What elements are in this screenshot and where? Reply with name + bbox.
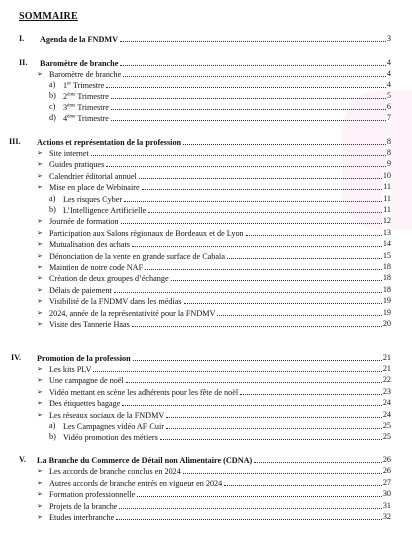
toc-section-1[interactable] [0, 33, 412, 45]
item-label: Vidéo promotion des métiers [63, 433, 158, 443]
item-label: 3ème Trimestre [63, 103, 109, 112]
toc-item[interactable] [0, 318, 412, 330]
arrow-bullet-icon: ➢ [37, 251, 43, 260]
dot-leader [227, 250, 388, 259]
dot-leader [224, 477, 388, 486]
dot-leader [120, 57, 388, 66]
subitem-letter: b) [49, 91, 56, 100]
item-label: Mise en place de Webinaire [49, 183, 140, 193]
dot-leader [119, 500, 388, 509]
item-label: Journée de formation [49, 217, 119, 227]
item-label: Création de deux groupes d’échange [49, 274, 169, 284]
page-number: 21 [382, 364, 391, 373]
dot-leader [111, 112, 388, 121]
arrow-bullet-icon: ➢ [37, 410, 43, 419]
item-label: Visite des Tannerie Haas [49, 320, 130, 329]
toc-item[interactable] [0, 181, 412, 193]
arrow-bullet-icon: ➢ [37, 478, 43, 487]
item-label: 4ème Trimestre [63, 114, 109, 123]
subitem-letter: d) [49, 113, 56, 122]
dot-leader [132, 238, 388, 247]
arrow-bullet-icon: ➢ [37, 365, 43, 373]
subitem-letter: a) [49, 80, 56, 89]
page-number: 24 [382, 409, 391, 419]
page-number: 27 [382, 477, 391, 487]
dot-leader [254, 454, 388, 463]
page-number: 23 [382, 386, 391, 396]
dot-leader [120, 33, 388, 42]
toc-item[interactable] [0, 511, 412, 523]
dot-leader [91, 147, 388, 156]
item-label: Participation aux Salons régionaux de Bordeaux et de Lyon [49, 228, 244, 238]
dot-leader [93, 363, 388, 372]
page-number: 11 [383, 193, 391, 203]
item-label: Calendrier éditorial annuel [49, 171, 137, 181]
toc-item[interactable] [0, 488, 412, 500]
toc-item[interactable] [0, 465, 412, 477]
dot-leader [133, 352, 388, 361]
section-number: V. [19, 455, 26, 464]
item-label: 2ème Trimestre [63, 92, 109, 101]
toc-item[interactable] [0, 500, 412, 512]
arrow-bullet-icon: ➢ [37, 274, 43, 283]
item-label: Maintien de notre code NAF [49, 263, 144, 272]
item-label: Vidéo mettant en scène les adhérents pour les fête de noël [49, 387, 239, 397]
dot-leader [183, 136, 388, 145]
item-label: 2024, année de la représentativité pour la FNDMV [49, 308, 216, 318]
dot-leader [217, 307, 388, 316]
arrow-bullet-icon: ➢ [37, 228, 43, 237]
page-number: 4 [386, 80, 391, 89]
toc-item[interactable] [0, 215, 412, 227]
toc-subitem[interactable] [0, 204, 412, 216]
arrow-bullet-icon: ➢ [37, 263, 43, 271]
arrow-bullet-icon: ➢ [37, 467, 43, 475]
dot-leader [166, 409, 388, 418]
dot-leader [166, 420, 388, 429]
page-number: 26 [382, 466, 391, 475]
page-number: 15 [382, 250, 391, 260]
item-label: Mutualisation des achats [49, 240, 130, 250]
item-label: 1er Trimestre [63, 81, 105, 90]
dot-leader [139, 170, 388, 179]
page-number: 11 [383, 182, 391, 192]
item-label: L’Intelligence Artificielle [63, 206, 147, 215]
dot-leader [183, 465, 388, 474]
toc-item[interactable] [0, 477, 412, 489]
toc-item[interactable] [0, 363, 412, 375]
arrow-bullet-icon: ➢ [37, 513, 43, 522]
arrow-bullet-icon: ➢ [37, 240, 43, 249]
page-number: 30 [382, 489, 391, 499]
toc-item[interactable] [0, 386, 412, 398]
arrow-bullet-icon: ➢ [37, 501, 43, 510]
dot-leader [148, 204, 388, 213]
item-label: Autres accords de branche entrés en vigueur en 2024 [49, 478, 223, 488]
toc-item[interactable] [0, 397, 412, 409]
arrow-bullet-icon: ➢ [37, 70, 43, 78]
arrow-bullet-icon: ➢ [37, 376, 43, 385]
item-label: Une campagne de noël [49, 376, 124, 386]
item-label: Baromètre de branche [49, 70, 122, 79]
toc-item[interactable] [0, 261, 412, 273]
toc-item[interactable] [0, 284, 412, 296]
item-label: Les risques Cyber [63, 194, 123, 204]
dot-leader [122, 397, 388, 406]
toc-subitem[interactable] [0, 193, 412, 205]
arrow-bullet-icon: ➢ [37, 171, 43, 180]
page-number: 8 [386, 148, 391, 157]
arrow-bullet-icon: ➢ [37, 183, 43, 192]
toc-item[interactable] [0, 409, 412, 421]
item-label: Les Campagnes vidéo AF Cuir [63, 422, 164, 431]
page-number: 14 [382, 239, 391, 249]
subitem-letter: b) [49, 432, 56, 442]
toc-item[interactable] [0, 295, 412, 307]
page-number: 8 [386, 137, 391, 146]
arrow-bullet-icon: ➢ [37, 285, 43, 294]
section-label: Agenda de la FNDMV [40, 35, 119, 44]
page-number: 6 [386, 102, 391, 111]
toc-item[interactable] [0, 170, 412, 182]
section-label: Baromètre de branche [40, 59, 119, 68]
page-number: 18 [382, 284, 391, 294]
item-label: Les kits PLV [49, 365, 92, 374]
dot-leader [132, 318, 388, 327]
subitem-letter: a) [49, 421, 56, 430]
arrow-bullet-icon: ➢ [37, 217, 43, 226]
item-label: Dénonciation de la vente en grande surface de Cabaïa [49, 251, 225, 261]
dot-leader [126, 374, 388, 383]
section-number: I. [19, 34, 25, 43]
page-number: 26 [382, 455, 391, 464]
page-number: 9 [386, 159, 391, 169]
item-label: Délais de paiement [49, 285, 112, 295]
page-number: 4 [386, 58, 391, 67]
toc-item[interactable] [0, 307, 412, 319]
section-number: II. [19, 58, 28, 67]
page-number: 19 [382, 307, 391, 317]
subitem-letter: b) [49, 205, 56, 214]
item-label: Formation professionnelle [49, 490, 136, 500]
page-number: 4 [386, 69, 391, 78]
toc-subitem[interactable] [0, 420, 412, 432]
page-number: 18 [382, 262, 391, 271]
page-number: 24 [382, 398, 391, 408]
dot-leader [171, 272, 388, 281]
toc-item[interactable] [0, 147, 412, 159]
page-number: 10 [382, 170, 391, 180]
page-number: 5 [386, 91, 391, 100]
dot-leader [240, 386, 388, 395]
item-label: Des étiquettes bagage [49, 399, 121, 409]
toc-item[interactable] [0, 227, 412, 239]
item-label: Etudes interbranche [49, 513, 115, 523]
subitem-letter: c) [49, 102, 56, 111]
page-number: 12 [382, 216, 391, 226]
dot-leader [123, 68, 388, 77]
section-label: Actions et représentation de la profession [37, 138, 182, 147]
page-number: 32 [382, 512, 391, 522]
item-label: Site internet [49, 149, 89, 158]
dot-leader [106, 158, 388, 167]
dot-leader [111, 101, 388, 110]
item-label: Projets de la branche [49, 501, 118, 511]
toc-item[interactable] [0, 374, 412, 386]
dot-leader [114, 284, 388, 293]
item-label: Les accords de branche conclus en 2024 [49, 467, 181, 476]
toc-subitem[interactable] [0, 112, 412, 124]
page-number: 13 [382, 227, 391, 237]
dot-leader [106, 79, 388, 88]
dot-leader [111, 90, 388, 99]
dot-leader [142, 181, 388, 190]
page-number: 21 [382, 353, 391, 362]
toc-item[interactable] [0, 158, 412, 170]
item-label: Guides pratiques [49, 160, 105, 170]
page-number: 11 [383, 205, 391, 214]
arrow-bullet-icon: ➢ [37, 320, 43, 328]
arrow-bullet-icon: ➢ [37, 297, 43, 306]
dot-leader [184, 295, 388, 304]
section-number: IV. [11, 353, 22, 362]
arrow-bullet-icon: ➢ [37, 399, 43, 408]
dot-leader [137, 488, 388, 497]
subitem-letter: a) [49, 193, 56, 203]
page-title: SOMMAIRE [19, 11, 78, 22]
page-number: 3 [386, 34, 391, 43]
section-label: Promotion de la profession [37, 354, 131, 363]
page-number: 19 [382, 296, 391, 306]
dot-leader [124, 193, 388, 202]
dot-leader [121, 215, 388, 224]
item-label: Visibilité de la FNDMV dans les médias [49, 297, 182, 307]
section-number: III. [9, 137, 21, 146]
arrow-bullet-icon: ➢ [37, 490, 43, 499]
arrow-bullet-icon: ➢ [37, 308, 43, 317]
page-number: 18 [382, 273, 391, 283]
toc-subitem[interactable] [0, 431, 412, 443]
toc-item[interactable] [0, 272, 412, 284]
item-label: Les réseaux sociaux de la FNDMV [49, 410, 165, 420]
arrow-bullet-icon: ➢ [37, 387, 43, 396]
dot-leader [116, 511, 388, 520]
page-number: 25 [382, 432, 391, 442]
arrow-bullet-icon: ➢ [37, 149, 43, 157]
dot-leader [246, 227, 388, 236]
page-number: 20 [382, 319, 391, 328]
arrow-bullet-icon: ➢ [37, 160, 43, 169]
page-number: 31 [382, 500, 391, 510]
page-number: 7 [386, 113, 391, 122]
page-number: 25 [382, 421, 391, 430]
toc-item[interactable] [0, 250, 412, 262]
section-label: La Branche du Commerce de Détail non Alimentaire (CDNA) [37, 456, 253, 465]
dot-leader [145, 261, 388, 270]
dot-leader [160, 431, 388, 440]
toc-item[interactable] [0, 238, 412, 250]
page-number: 22 [382, 375, 391, 385]
